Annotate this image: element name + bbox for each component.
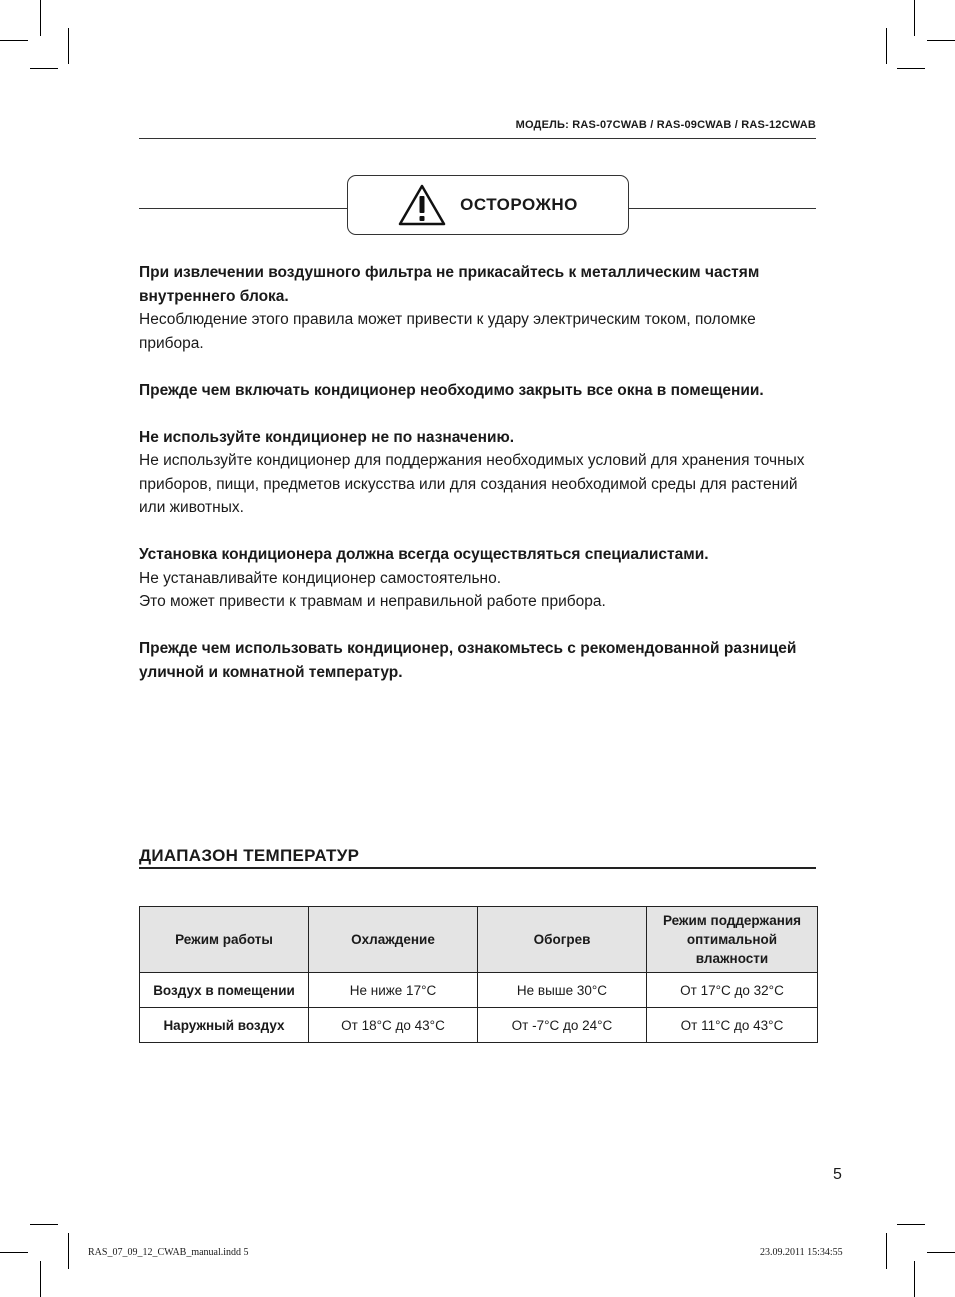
row-header: Наружный воздух: [140, 1008, 309, 1043]
crop-mark: [914, 1261, 915, 1297]
paragraph-text: Это может привести к травмам и неправильной работе прибора.: [139, 593, 606, 610]
instructions: [139, 261, 819, 708]
crop-mark: [897, 68, 925, 69]
crop-mark: [0, 40, 28, 41]
warning-rule-left: [139, 208, 347, 209]
paragraph: [139, 261, 819, 355]
warning-triangle-icon: [398, 184, 446, 226]
print-slug-filename: RAS_07_09_12_CWAB_manual.indd 5: [88, 1247, 249, 1258]
crop-mark: [0, 1252, 28, 1253]
crop-mark: [40, 1261, 41, 1297]
table-row: [140, 1008, 818, 1043]
page-number: 5: [833, 1166, 842, 1183]
column-header: Охлаждение: [309, 907, 478, 973]
crop-mark: [914, 0, 915, 36]
table-cell: От -7°C до 24°C: [478, 1008, 647, 1043]
paragraph-heading: Установка кондиционера должна всегда осуществляться специалистами.: [139, 546, 709, 563]
paragraph-heading: При извлечении воздушного фильтра не прикасайтесь к металлическим частям внутреннего блока.: [139, 264, 760, 305]
table-cell: От 17°C до 32°C: [647, 973, 818, 1008]
row-header: Воздух в помещении: [140, 973, 309, 1008]
paragraph: [139, 543, 819, 614]
crop-mark: [68, 28, 69, 64]
paragraph-text: Не устанавливайте кондиционер самостоятельно.: [139, 569, 502, 587]
section-rule: [139, 867, 816, 869]
paragraph: [139, 426, 819, 520]
crop-mark: [927, 1252, 955, 1253]
crop-mark: [30, 68, 58, 69]
header-rule: [139, 138, 816, 139]
crop-mark: [886, 28, 887, 64]
section-title: ДИАПАЗОН ТЕМПЕРАТУР: [139, 846, 360, 865]
table-row: [140, 973, 818, 1008]
paragraph-text: Несоблюдение этого правила может привести к удару электрическим током, поломке прибора.: [139, 311, 756, 352]
table-cell: Не ниже 17°C: [309, 973, 478, 1008]
paragraph-heading: Не используйте кондиционер не по назначению.: [139, 428, 515, 446]
paragraph-heading: Прежде чем использовать кондиционер, ознакомьтесь с рекомендованной разницей уличной и комнатной температур.: [139, 640, 797, 681]
crop-mark: [68, 1233, 69, 1269]
warning-box: [347, 175, 629, 235]
paragraph: [139, 379, 819, 403]
warning-title: ОСТОРОЖНО: [460, 195, 578, 214]
paragraph-heading: Прежде чем включать кондиционер необходимо закрыть все окна в помещении.: [139, 381, 764, 399]
column-header: Режим поддержания оптимальной влажности: [647, 907, 818, 973]
table-cell: Не выше 30°C: [478, 973, 647, 1008]
print-slug-date: 23.09.2011 15:34:55: [760, 1247, 843, 1258]
column-header: Обогрев: [478, 907, 647, 973]
warning-rule-right: [628, 208, 816, 209]
table-cell: От 11°C до 43°C: [647, 1008, 818, 1043]
column-header: Режим работы: [140, 907, 309, 973]
crop-mark: [30, 1224, 58, 1225]
crop-mark: [40, 0, 41, 36]
crop-mark: [886, 1233, 887, 1269]
paragraph: [139, 637, 819, 684]
temperature-range-table: [139, 906, 818, 1043]
table-cell: От 18°C до 43°C: [309, 1008, 478, 1043]
crop-mark: [897, 1224, 925, 1225]
table-header-row: [140, 907, 818, 973]
paragraph-text: Не используйте кондиционер для поддержания необходимых условий для хранения точных приборов, пищи, предметов искусства или для создания необходимой среды для растений или животных.: [139, 452, 805, 516]
crop-mark: [927, 40, 955, 41]
model-header: МОДЕЛЬ: RAS-07CWAB / RAS-09CWAB / RAS-12CWAB: [515, 119, 816, 131]
